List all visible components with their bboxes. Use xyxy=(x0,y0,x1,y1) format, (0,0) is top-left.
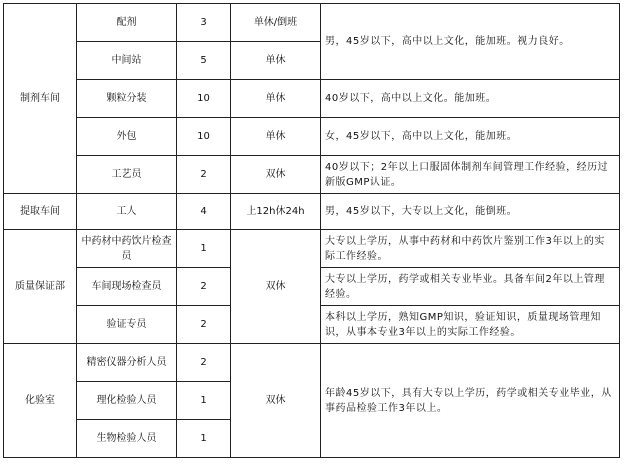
requirement-cell: 大专以上学历，从事中药材和中药饮片鉴别工作3年以上的实际工作经验。 xyxy=(321,230,620,268)
position-cell: 精密仪器分析人员 xyxy=(77,344,177,382)
requirement-cell: 女，45岁以下，高中以上文化，能加班。 xyxy=(321,118,620,156)
schedule-cell: 单休 xyxy=(231,80,321,118)
position-cell: 生物检验人员 xyxy=(77,420,177,458)
position-cell: 中间站 xyxy=(77,42,177,80)
requirement-cell: 大专以上学历，药学或相关专业毕业。具备车间2年以上管理经验。 xyxy=(321,268,620,306)
count-cell: 2 xyxy=(177,268,231,306)
requirement-cell: 本科以上学历，熟知GMP知识，验证知识，质量现场管理知识，从事本专业3年以上的实际工作经验。 xyxy=(321,306,620,344)
position-cell: 外包 xyxy=(77,118,177,156)
count-cell: 3 xyxy=(177,4,231,42)
schedule-cell: 单休/倒班 xyxy=(231,4,321,42)
position-cell: 验证专员 xyxy=(77,306,177,344)
count-cell: 5 xyxy=(177,42,231,80)
count-cell: 2 xyxy=(177,156,231,194)
table-row xyxy=(4,344,620,382)
table-row xyxy=(4,118,620,156)
count-cell: 1 xyxy=(177,420,231,458)
position-cell: 工人 xyxy=(77,194,177,230)
count-cell: 1 xyxy=(177,230,231,268)
position-cell: 配剂 xyxy=(77,4,177,42)
count-cell: 10 xyxy=(177,118,231,156)
count-cell: 4 xyxy=(177,194,231,230)
table-row xyxy=(4,230,620,268)
count-cell: 2 xyxy=(177,344,231,382)
table-row xyxy=(4,194,620,230)
dept-cell: 质量保证部 xyxy=(4,230,77,344)
position-cell: 中药材中药饮片检查员 xyxy=(77,230,177,268)
requirement-cell: 男，45岁以下，大专以上文化，能倒班。 xyxy=(321,194,620,230)
table-row xyxy=(4,156,620,194)
table-row xyxy=(4,80,620,118)
position-cell: 工艺员 xyxy=(77,156,177,194)
requirement-cell: 40岁以下；2年以上口服固体制剂车间管理工作经验，经历过新版GMP认证。 xyxy=(321,156,620,194)
count-cell: 2 xyxy=(177,306,231,344)
count-cell: 1 xyxy=(177,382,231,420)
dept-cell: 化验室 xyxy=(4,344,77,458)
position-cell: 颗粒分装 xyxy=(77,80,177,118)
position-cell: 理化检验人员 xyxy=(77,382,177,420)
schedule-cell: 单休 xyxy=(231,42,321,80)
requirement-cell: 男，45岁以下，高中以上文化，能加班。视力良好。 xyxy=(321,4,620,80)
table-row xyxy=(4,4,620,42)
dept-cell: 提取车间 xyxy=(4,194,77,230)
schedule-cell: 双休 xyxy=(231,156,321,194)
count-cell: 10 xyxy=(177,80,231,118)
recruitment-table xyxy=(3,3,620,458)
schedule-cell: 双休 xyxy=(231,344,321,458)
schedule-cell: 单休 xyxy=(231,118,321,156)
schedule-cell: 双休 xyxy=(231,230,321,344)
requirement-cell: 年龄45岁以下，具有大专以上学历，药学或相关专业毕业，从事药品检验工作3年以上。 xyxy=(321,344,620,458)
position-cell: 车间现场检查员 xyxy=(77,268,177,306)
schedule-cell: 上12h休24h xyxy=(231,194,321,230)
requirement-cell: 40岁以下，高中以上文化。能加班。 xyxy=(321,80,620,118)
dept-cell: 制剂车间 xyxy=(4,4,77,194)
